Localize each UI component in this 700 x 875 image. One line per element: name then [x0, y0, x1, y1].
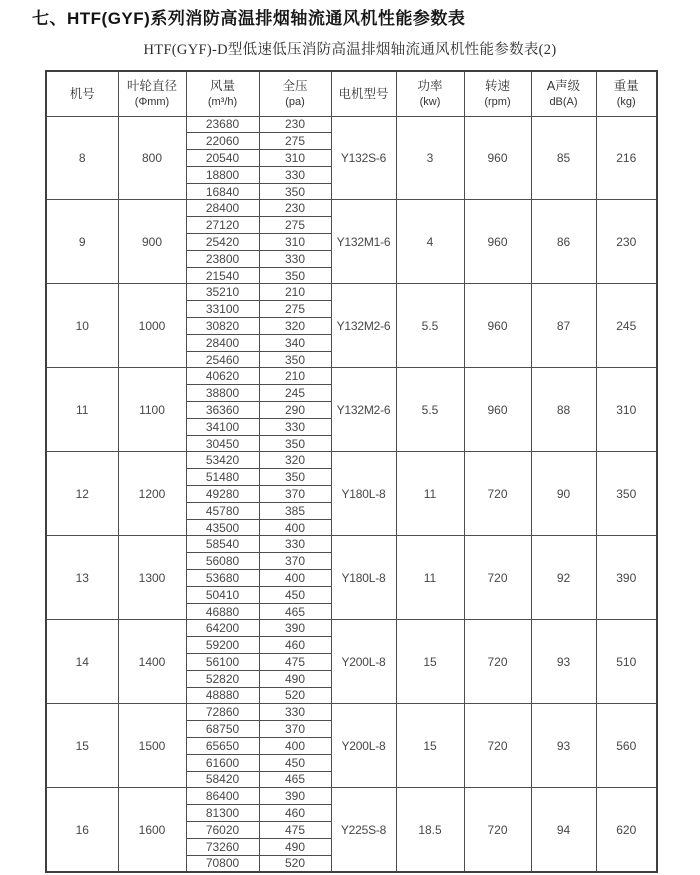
column-header-power	[396, 71, 464, 116]
cell-noise-level: 93	[531, 620, 596, 704]
cell-total-pressure: 390	[259, 620, 331, 637]
cell-air-volume: 49280	[186, 486, 259, 503]
cell-air-volume: 48880	[186, 687, 259, 704]
cell-total-pressure: 465	[259, 603, 331, 620]
page-title: 七、HTF(GYF)系列消防高温排烟轴流通风机性能参数表	[32, 9, 466, 28]
table-row	[46, 452, 657, 469]
cell-air-volume: 50410	[186, 586, 259, 603]
cell-total-pressure: 350	[259, 351, 331, 368]
cell-weight: 350	[596, 452, 657, 536]
cell-impeller-diameter: 800	[118, 116, 186, 200]
cell-impeller-diameter: 1400	[118, 620, 186, 704]
cell-air-volume: 56100	[186, 654, 259, 671]
cell-total-pressure: 230	[259, 116, 331, 133]
cell-noise-level: 94	[531, 788, 596, 872]
column-header-total-pressure	[259, 71, 331, 116]
table-row	[46, 620, 657, 637]
cell-motor-model: Y180L-8	[331, 536, 396, 620]
cell-air-volume: 40620	[186, 368, 259, 385]
column-label: A声级	[546, 79, 581, 94]
cell-total-pressure: 400	[259, 737, 331, 754]
cell-weight: 390	[596, 536, 657, 620]
column-header-noise-level	[531, 71, 596, 116]
cell-air-volume: 64200	[186, 620, 259, 637]
cell-air-volume: 61600	[186, 754, 259, 771]
table-row	[46, 536, 657, 553]
column-label: 功率	[417, 79, 443, 94]
column-header-unit-no	[46, 71, 118, 116]
cell-noise-level: 87	[531, 284, 596, 368]
cell-power: 15	[396, 620, 464, 704]
cell-speed: 720	[464, 704, 531, 788]
cell-unit-no: 12	[46, 452, 118, 536]
cell-speed: 960	[464, 200, 531, 284]
cell-total-pressure: 230	[259, 200, 331, 217]
cell-air-volume: 18800	[186, 166, 259, 183]
cell-total-pressure: 245	[259, 385, 331, 402]
column-unit: (kw)	[419, 95, 441, 108]
cell-motor-model: Y132S-6	[331, 116, 396, 200]
column-label: 转速	[484, 79, 510, 94]
table-header-row	[46, 71, 657, 116]
cell-air-volume: 36360	[186, 402, 259, 419]
cell-power: 11	[396, 536, 464, 620]
column-label: 机号	[69, 86, 95, 101]
cell-noise-level: 93	[531, 704, 596, 788]
cell-air-volume: 58540	[186, 536, 259, 553]
cell-air-volume: 53680	[186, 570, 259, 587]
cell-noise-level: 92	[531, 536, 596, 620]
cell-air-volume: 46880	[186, 603, 259, 620]
column-label: 重量	[613, 79, 639, 94]
cell-impeller-diameter: 1300	[118, 536, 186, 620]
cell-total-pressure: 330	[259, 536, 331, 553]
cell-total-pressure: 330	[259, 418, 331, 435]
cell-total-pressure: 370	[259, 553, 331, 570]
cell-total-pressure: 385	[259, 502, 331, 519]
cell-weight: 245	[596, 284, 657, 368]
cell-air-volume: 45780	[186, 502, 259, 519]
cell-air-volume: 53420	[186, 452, 259, 469]
cell-motor-model: Y180L-8	[331, 452, 396, 536]
cell-total-pressure: 340	[259, 334, 331, 351]
table-row	[46, 284, 657, 301]
cell-air-volume: 34100	[186, 418, 259, 435]
cell-impeller-diameter: 1100	[118, 368, 186, 452]
cell-noise-level: 88	[531, 368, 596, 452]
column-header-air-volume	[186, 71, 259, 116]
table-row	[46, 788, 657, 805]
cell-noise-level: 85	[531, 116, 596, 200]
column-header-motor-model	[331, 71, 396, 116]
column-unit: (m³/h)	[207, 95, 238, 108]
cell-impeller-diameter: 900	[118, 200, 186, 284]
cell-total-pressure: 275	[259, 133, 331, 150]
cell-air-volume: 20540	[186, 150, 259, 167]
cell-air-volume: 30820	[186, 318, 259, 335]
cell-power: 3	[396, 116, 464, 200]
column-label: 全压	[282, 79, 308, 94]
cell-air-volume: 73260	[186, 838, 259, 855]
cell-power: 4	[396, 200, 464, 284]
table-subtitle: HTF(GYF)-D型低速低压消防高温排烟轴流通风机性能参数表(2)	[143, 42, 557, 58]
cell-motor-model: Y225S-8	[331, 788, 396, 872]
cell-total-pressure: 210	[259, 284, 331, 301]
cell-air-volume: 33100	[186, 301, 259, 318]
cell-air-volume: 25460	[186, 351, 259, 368]
cell-air-volume: 21540	[186, 267, 259, 284]
cell-total-pressure: 490	[259, 670, 331, 687]
cell-air-volume: 43500	[186, 519, 259, 536]
cell-power: 5.5	[396, 368, 464, 452]
cell-air-volume: 52820	[186, 670, 259, 687]
column-label: 叶轮直径	[126, 79, 177, 94]
cell-total-pressure: 290	[259, 402, 331, 419]
column-unit: (Φmm)	[134, 95, 170, 108]
cell-air-volume: 23680	[186, 116, 259, 133]
table-row	[46, 704, 657, 721]
cell-total-pressure: 450	[259, 586, 331, 603]
cell-air-volume: 56080	[186, 553, 259, 570]
cell-unit-no: 14	[46, 620, 118, 704]
cell-total-pressure: 370	[259, 721, 331, 738]
cell-air-volume: 86400	[186, 788, 259, 805]
cell-air-volume: 70800	[186, 855, 259, 872]
cell-speed: 720	[464, 536, 531, 620]
cell-air-volume: 38800	[186, 385, 259, 402]
cell-air-volume: 28400	[186, 200, 259, 217]
cell-total-pressure: 390	[259, 788, 331, 805]
cell-air-volume: 27120	[186, 217, 259, 234]
cell-air-volume: 68750	[186, 721, 259, 738]
cell-total-pressure: 330	[259, 250, 331, 267]
cell-motor-model: Y132M1-6	[331, 200, 396, 284]
cell-total-pressure: 320	[259, 318, 331, 335]
cell-noise-level: 90	[531, 452, 596, 536]
cell-total-pressure: 330	[259, 704, 331, 721]
cell-motor-model: Y132M2-6	[331, 368, 396, 452]
cell-air-volume: 16840	[186, 183, 259, 200]
cell-weight: 310	[596, 368, 657, 452]
column-header-weight	[596, 71, 657, 116]
cell-total-pressure: 350	[259, 469, 331, 486]
cell-total-pressure: 490	[259, 838, 331, 855]
cell-speed: 720	[464, 620, 531, 704]
cell-speed: 960	[464, 116, 531, 200]
cell-total-pressure: 350	[259, 435, 331, 452]
cell-weight: 620	[596, 788, 657, 872]
cell-motor-model: Y132M2-6	[331, 284, 396, 368]
cell-total-pressure: 400	[259, 570, 331, 587]
cell-total-pressure: 330	[259, 166, 331, 183]
cell-unit-no: 10	[46, 284, 118, 368]
cell-air-volume: 30450	[186, 435, 259, 452]
cell-speed: 960	[464, 284, 531, 368]
column-unit: (rpm)	[484, 95, 511, 108]
cell-power: 15	[396, 704, 464, 788]
cell-air-volume: 35210	[186, 284, 259, 301]
cell-speed: 720	[464, 788, 531, 872]
cell-total-pressure: 465	[259, 771, 331, 788]
cell-motor-model: Y200L-8	[331, 620, 396, 704]
cell-total-pressure: 475	[259, 821, 331, 838]
cell-air-volume: 22060	[186, 133, 259, 150]
cell-air-volume: 58420	[186, 771, 259, 788]
fan-performance-table	[45, 70, 658, 873]
column-unit: (kg)	[616, 95, 636, 108]
cell-total-pressure: 350	[259, 267, 331, 284]
column-unit: dB(A)	[549, 95, 578, 108]
cell-weight: 560	[596, 704, 657, 788]
cell-total-pressure: 310	[259, 234, 331, 251]
cell-air-volume: 59200	[186, 637, 259, 654]
cell-weight: 510	[596, 620, 657, 704]
cell-speed: 960	[464, 368, 531, 452]
cell-total-pressure: 520	[259, 687, 331, 704]
cell-total-pressure: 450	[259, 754, 331, 771]
cell-total-pressure: 400	[259, 519, 331, 536]
cell-unit-no: 9	[46, 200, 118, 284]
table-row	[46, 200, 657, 217]
cell-power: 5.5	[396, 284, 464, 368]
cell-total-pressure: 350	[259, 183, 331, 200]
cell-impeller-diameter: 1500	[118, 704, 186, 788]
cell-power: 18.5	[396, 788, 464, 872]
cell-impeller-diameter: 1200	[118, 452, 186, 536]
table-row	[46, 368, 657, 385]
column-unit: (pa)	[285, 95, 305, 108]
cell-power: 11	[396, 452, 464, 536]
column-header-impeller-diameter	[118, 71, 186, 116]
cell-impeller-diameter: 1600	[118, 788, 186, 872]
cell-unit-no: 8	[46, 116, 118, 200]
table-body	[46, 116, 657, 872]
cell-air-volume: 65650	[186, 737, 259, 754]
cell-weight: 216	[596, 116, 657, 200]
cell-unit-no: 16	[46, 788, 118, 872]
cell-total-pressure: 475	[259, 654, 331, 671]
cell-air-volume: 28400	[186, 334, 259, 351]
cell-motor-model: Y200L-8	[331, 704, 396, 788]
cell-air-volume: 76020	[186, 821, 259, 838]
cell-total-pressure: 310	[259, 150, 331, 167]
cell-unit-no: 15	[46, 704, 118, 788]
cell-unit-no: 13	[46, 536, 118, 620]
cell-impeller-diameter: 1000	[118, 284, 186, 368]
cell-total-pressure: 460	[259, 637, 331, 654]
cell-total-pressure: 370	[259, 486, 331, 503]
cell-total-pressure: 275	[259, 217, 331, 234]
cell-air-volume: 25420	[186, 234, 259, 251]
cell-unit-no: 11	[46, 368, 118, 452]
cell-air-volume: 72860	[186, 704, 259, 721]
cell-total-pressure: 275	[259, 301, 331, 318]
header-row	[46, 71, 657, 116]
cell-air-volume: 81300	[186, 805, 259, 822]
cell-weight: 230	[596, 200, 657, 284]
cell-total-pressure: 210	[259, 368, 331, 385]
column-header-speed	[464, 71, 531, 116]
column-label: 电机型号	[338, 86, 389, 101]
cell-total-pressure: 460	[259, 805, 331, 822]
table-row	[46, 116, 657, 133]
column-label: 风量	[209, 79, 235, 94]
cell-air-volume: 23800	[186, 250, 259, 267]
cell-air-volume: 51480	[186, 469, 259, 486]
cell-noise-level: 86	[531, 200, 596, 284]
cell-total-pressure: 520	[259, 855, 331, 872]
cell-total-pressure: 320	[259, 452, 331, 469]
cell-speed: 720	[464, 452, 531, 536]
